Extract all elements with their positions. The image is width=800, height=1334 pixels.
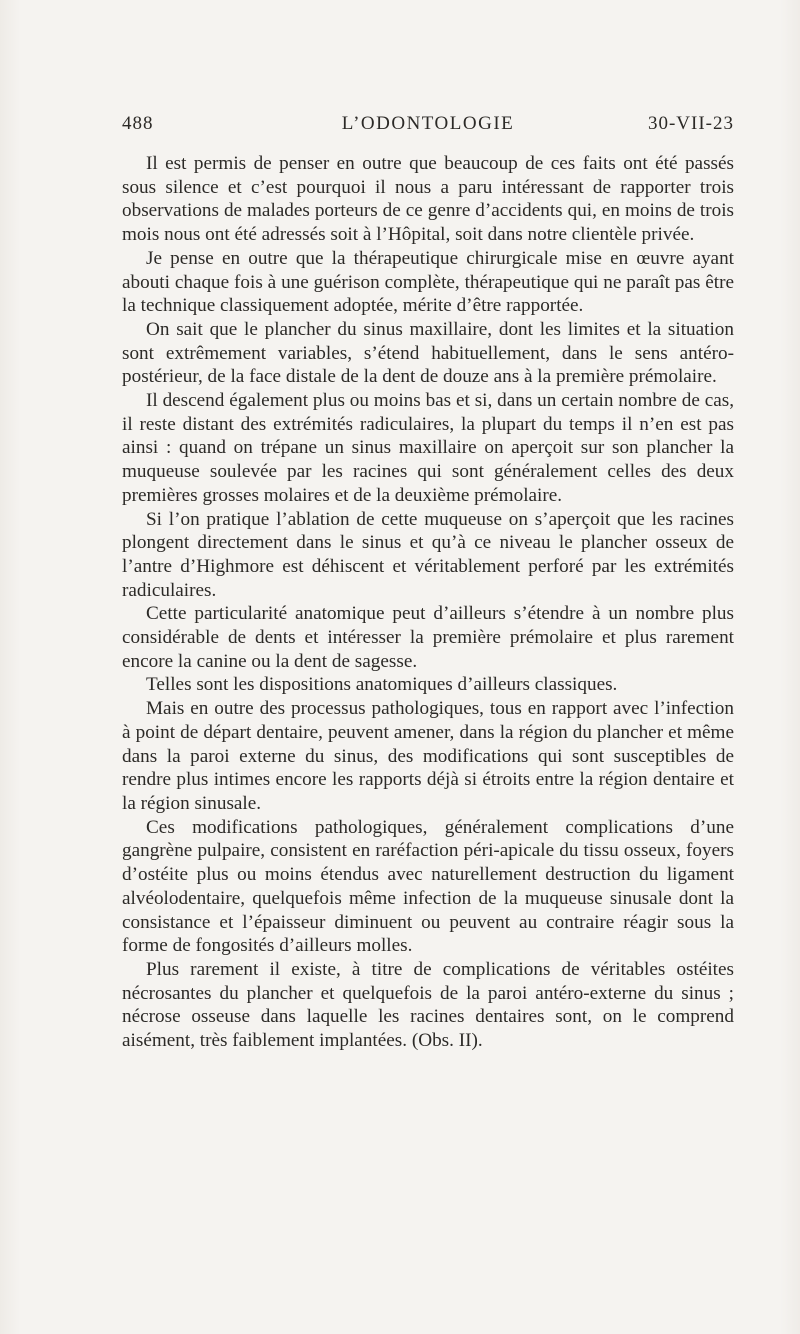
paragraph: On sait que le plancher du sinus maxillaire, dont les limites et la situation sont extrêmement variables, s’étend habituellement, dans le sens antéro-postérieur, de la face distale de la dent de douze ans à la première prémolaire.	[122, 318, 734, 388]
paragraph: Mais en outre des processus pathologiques, tous en rapport avec l’infection à point de départ dentaire, peuvent amener, dans la région du plancher et même dans la paroi externe du sinus, des modifications qui sont susceptibles de rendre plus intimes encore les rapports déjà si étroits entre la région dentaire et la région sinusale.	[122, 698, 734, 814]
paragraph: Plus rarement il existe, à titre de complications de véritables ostéites nécrosantes du plancher et quelquefois de la paroi antéro-externe du sinus ; nécrose osseuse dans laquelle les racines dentaires sont, on le comprend aisément, très faiblement implantées. (Obs. II).	[122, 958, 734, 1052]
paragraph: Je pense en outre que la thérapeutique chirurgicale mise en œuvre ayant abouti chaque fois à une guérison complète, thérapeutique qui ne paraît pas être la technique classiquement adoptée, mérite d’être rapportée.	[122, 247, 734, 317]
body-text	[122, 152, 734, 1053]
issue-date: 30-VII-23	[647, 113, 734, 134]
paragraph: Cette particularité anatomique peut d’ailleurs s’étendre à un nombre plus considérable de dents et intéresser la première prémolaire et plus rarement encore la canine ou la dent de sagesse.	[122, 603, 734, 672]
paragraph: Il est permis de penser en outre que beaucoup de ces faits ont été passés sous silence et c’est pourquoi il nous a paru intéressant de rapporter trois observations de malades porteurs de ce genre d’accidents qui, en moins de trois mois nous ont été adressés soit à l’Hôpital, soit dans notre clientèle privée.	[122, 153, 734, 246]
running-title: L’ODONTOLOGIE	[341, 113, 515, 134]
paragraph: Telles sont les dispositions anatomiques d’ailleurs classiques.	[146, 674, 618, 696]
paragraph: Si l’on pratique l’ablation de cette muqueuse on s’aperçoit que les racines plongent directement dans le sinus et qu’à ce niveau le plancher osseux de l’antre d’Highmore est déhiscent et véritablement perforé par les extrémités radiculaires.	[122, 508, 734, 601]
page-number: 488	[122, 113, 154, 134]
page-header	[122, 113, 734, 143]
paragraph: Il descend également plus ou moins bas et si, dans un certain nombre de cas, il reste distant des extrémités radiculaires, la plupart du temps il n’en est pas ainsi : quand on trépane un sinus maxillaire on aperçoit sur son plancher la muqueuse soulevée par les racines qui sont généralement celles des deux premières grosses molaires et de la deuxième prémolaire.	[122, 390, 734, 506]
paragraph: Ces modifications pathologiques, généralement complications d’une gangrène pulpaire, consistent en raréfaction péri-apicale du tissu osseux, foyers d’ostéite plus ou moins étendus avec naturellement destruction du ligament alvéolodentaire, quelquefois même infection de la muqueuse sinusale dont la consistance et l’épaisseur diminuent ou peuvent au contraire réagir sous la forme de fongosités d’ailleurs molles.	[122, 816, 734, 957]
